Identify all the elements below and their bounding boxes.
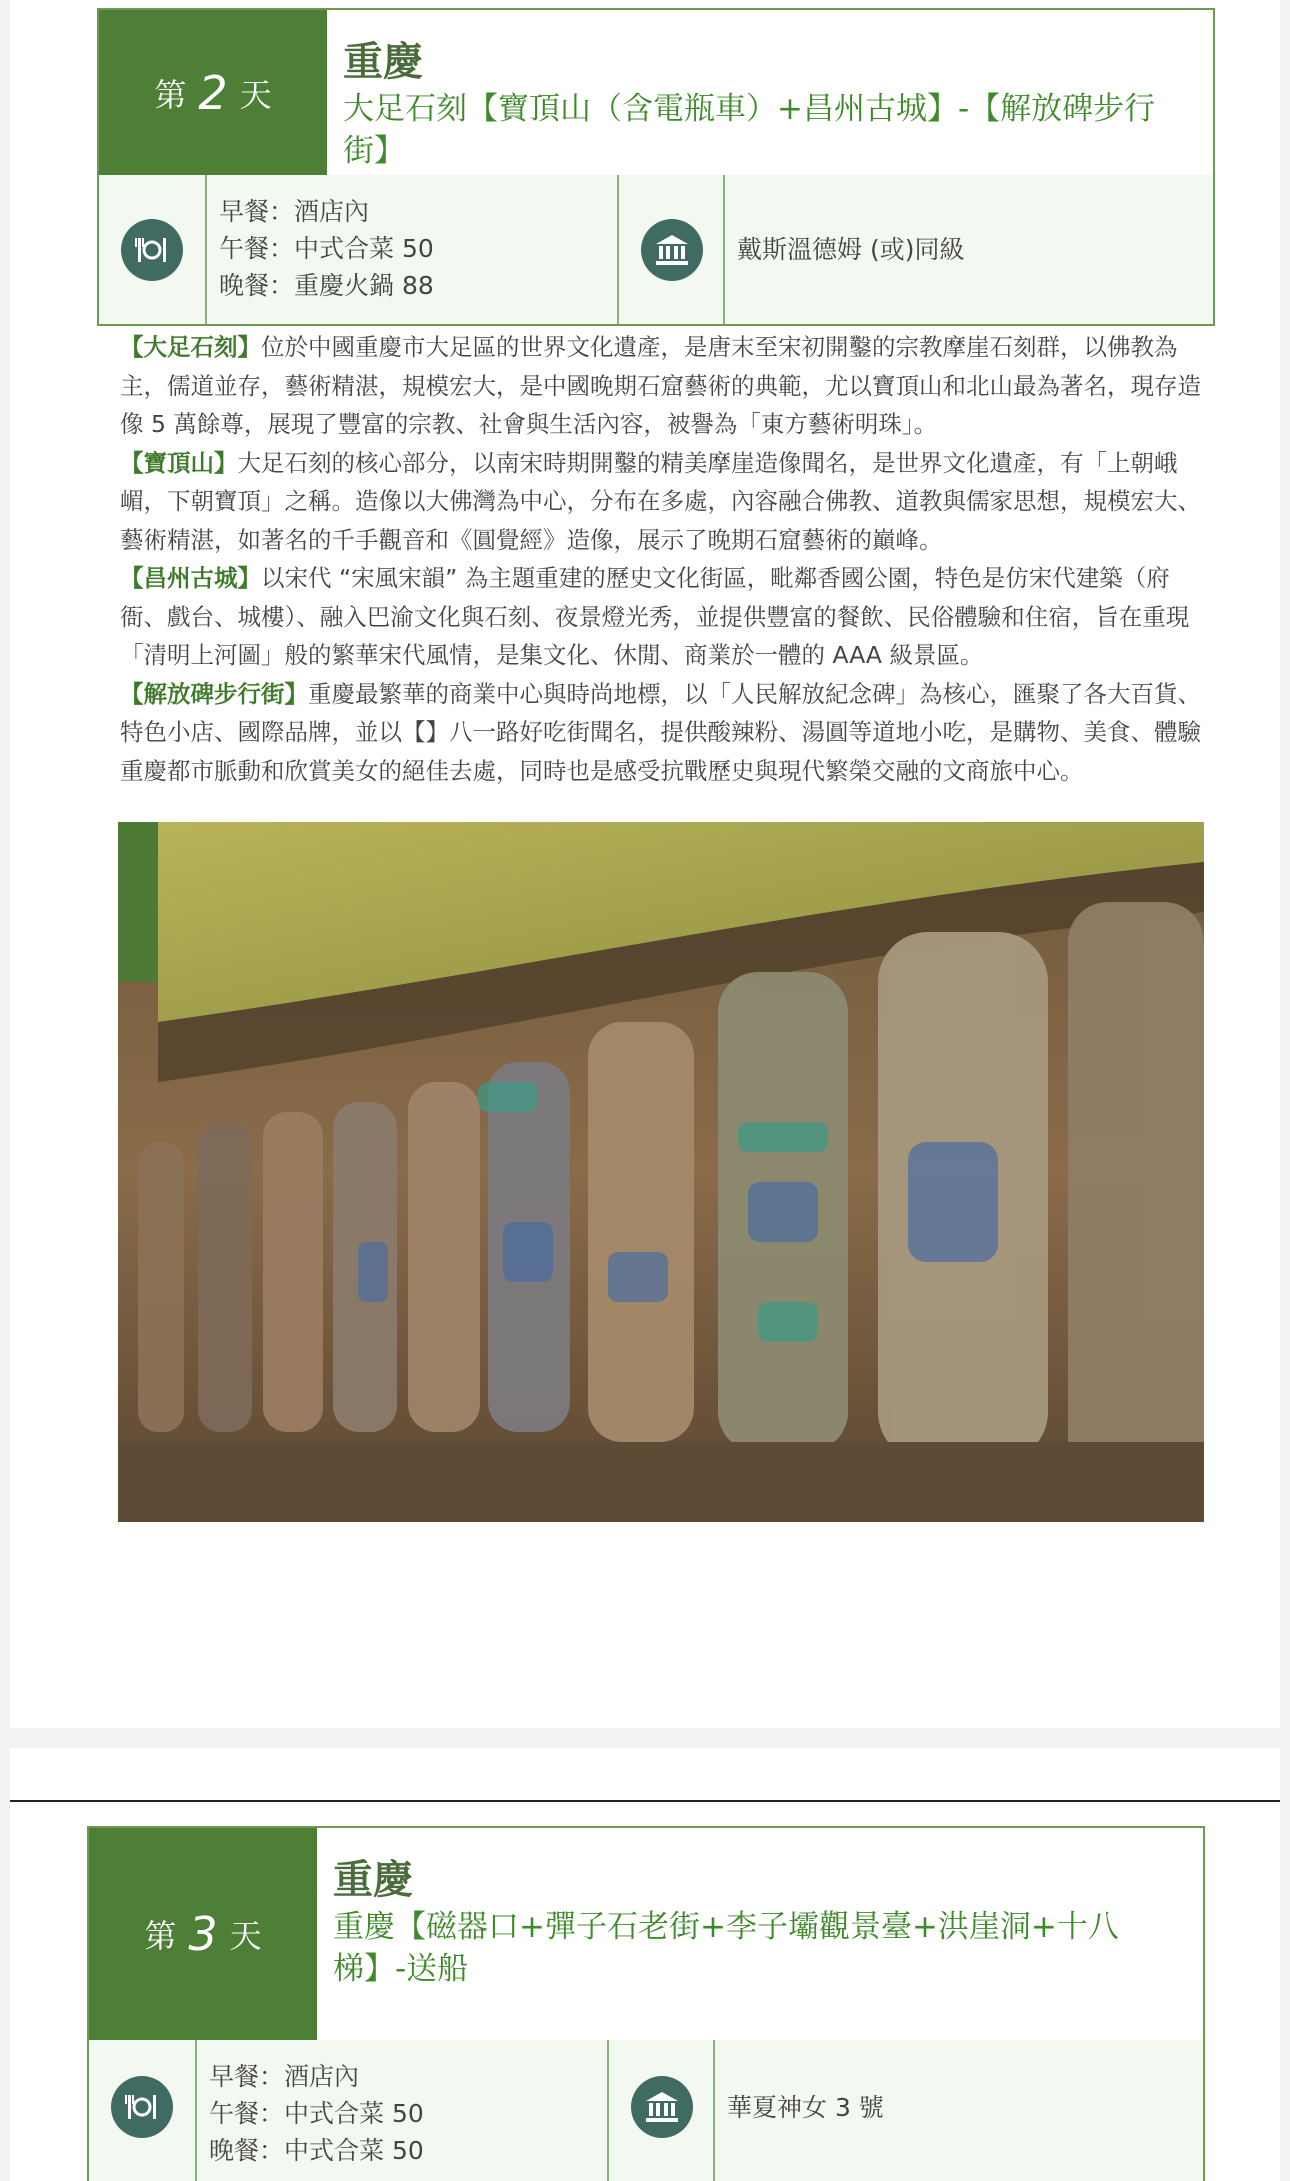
- meal-icon-cell: [99, 175, 207, 324]
- day-number: 2: [198, 65, 228, 120]
- day-2-table: [97, 8, 1215, 326]
- desc-text: 重慶最繁華的商業中心與時尚地標，以「人民解放紀念碑」為核心，匯聚了各大百貨、特色小店、國際品牌，並以【】八一路好吃街聞名，提供酸辣粉、湯圓等道地小吃，是購物、美食、體驗重慶都市脈動和欣賞美女的絕佳去處，同時也是感受抗戰歷史與現代繁榮交融的文商旅中心。: [120, 679, 1201, 785]
- day-3-header: [89, 1828, 1203, 2042]
- breakfast: 早餐：酒店內: [219, 197, 370, 226]
- day-2-header: [99, 10, 1213, 177]
- meal-icon-cell: [89, 2040, 197, 2181]
- hotel-name: 華夏神女 3 號: [727, 2093, 884, 2122]
- desc-tag: 【大足石刻】: [120, 333, 261, 361]
- route-title: 重慶【磁器口+彈子石老街+李子壩觀景臺+洪崖洞+十八梯】-送船: [333, 1909, 1119, 1987]
- day-number: 3: [188, 1907, 218, 1961]
- city-name: 重慶: [333, 1857, 413, 1903]
- desc-text: 大足石刻的核心部分，以南宋時期開鑿的精美摩崖造像聞名，是世界文化遺產，有「上朝峨嵋，下朝寶頂」之稱。造像以大佛灣為中心，分布在多處，內容融合佛教、道教與儒家思想，規模宏大、藝術精湛，如著名的千手觀音和《圓覺經》造像，展示了晚期石窟藝術的巔峰。: [120, 448, 1201, 554]
- dinner: 晚餐：重慶火鍋 88: [219, 271, 434, 300]
- hotel-building-icon: [631, 2076, 693, 2138]
- hotel-name: 戴斯溫德姆 (或)同級: [737, 234, 965, 264]
- hotel-building-icon: [641, 219, 703, 281]
- day-2-info-row: [99, 175, 1213, 324]
- meal-icon: [121, 219, 183, 281]
- hotel-icon-cell: [619, 175, 725, 324]
- section-divider: [10, 1800, 1280, 1802]
- day-3-info-row: [89, 2040, 1203, 2181]
- desc-paragraph: [120, 559, 1202, 675]
- day-suffix: 天: [239, 75, 272, 114]
- meals-cell: [207, 175, 619, 324]
- lunch: 午餐：中式合菜 50: [219, 234, 434, 263]
- desc-tag: 【寶頂山】: [120, 448, 238, 477]
- day-prefix: 第: [154, 75, 187, 114]
- desc-tag: 【解放碑步行街】: [120, 679, 308, 708]
- day-suffix: 天: [229, 1917, 262, 1955]
- dinner: 晚餐：中式合菜 50: [209, 2136, 424, 2165]
- desc-paragraph: [120, 675, 1202, 791]
- desc-paragraph: [120, 328, 1202, 444]
- meals-list: [209, 2058, 424, 2169]
- day-title: [343, 36, 1193, 172]
- breakfast: 早餐：酒店內: [209, 2062, 360, 2091]
- hotel-icon-cell: [609, 2040, 715, 2181]
- dazu-rock-carvings-photo: [118, 822, 1204, 1522]
- desc-tag: 【昌州古城】: [120, 564, 261, 592]
- day-prefix: 第: [144, 1917, 177, 1955]
- meal-icon: [111, 2076, 173, 2138]
- hotel-cell: [715, 2040, 1203, 2181]
- day-badge: [89, 1828, 317, 2040]
- day-badge: [99, 10, 327, 175]
- meals-cell: [197, 2040, 609, 2181]
- meals-list: [219, 193, 434, 304]
- hotel-cell: [725, 175, 1213, 324]
- desc-text: 以宋代 “宋風宋韻” 為主題重建的歷史文化街區，毗鄰香國公園，特色是仿宋代建築（府衙、戲台、城樓）、融入巴渝文化與石刻、夜景燈光秀，並提供豐富的餐飲、民俗體驗和住宿，旨在重現「清明上河圖」般的繁華宋代風情，是集文化、休閒、商業於一體的 AAA 級景區。: [120, 564, 1190, 669]
- lunch: 午餐：中式合菜 50: [209, 2099, 424, 2128]
- desc-text: 位於中國重慶市大足區的世界文化遺產，是唐末至宋初開鑿的宗教摩崖石刻群，以佛教為主，儒道並存，藝術精湛，規模宏大，是中國晚期石窟藝術的典範，尤以寶頂山和北山最為著名，現存造像 5 萬餘尊，展現了豐富的宗教、社會與生活內容，被譽為「東方藝術明珠」。: [120, 333, 1201, 438]
- day-2-description: [120, 328, 1202, 790]
- city-name: 重慶: [343, 39, 423, 85]
- day-2-card: [10, 0, 1280, 1728]
- desc-paragraph: [120, 444, 1202, 560]
- day-3-table: [87, 1826, 1205, 2181]
- route-title: 大足石刻【寶頂山（含電瓶車）+昌州古城】-【解放碑步行街】: [343, 91, 1156, 169]
- day-title: [333, 1854, 1183, 1990]
